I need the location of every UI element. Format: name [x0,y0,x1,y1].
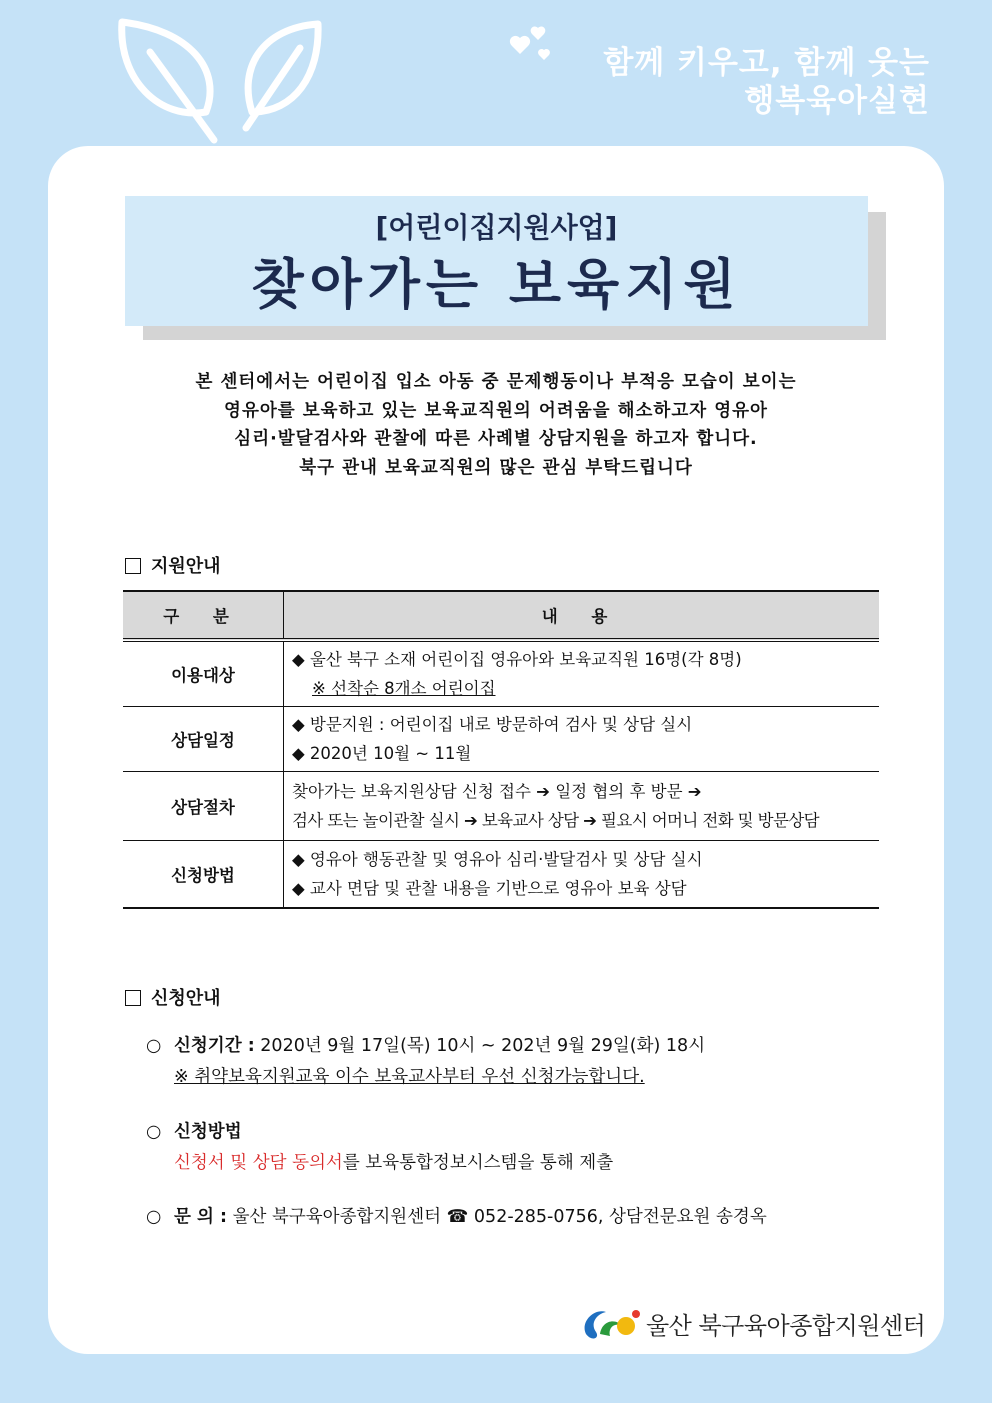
leaf-icon [122,22,214,140]
row-key: 상담절차 [123,772,284,841]
table-row [123,772,879,841]
contact-info [146,1202,767,1233]
center-logo [582,1304,644,1344]
table-row [123,640,879,707]
apply-period-value: 2020년 9월 17일(목) 10시 ~ 202년 9월 29일(화) 18시 [260,1036,706,1056]
intro-line: 본 센터에서는 어린이집 입소 아동 중 문제행동이나 부적응 모습이 보이는 [195,372,797,392]
section-title: 신청안내 [151,988,221,1009]
row-content [284,772,880,841]
checkbox-square-icon [125,990,141,1006]
table-row [123,841,879,909]
slogan-line1: 함께 키우고, 함께 웃는 [603,45,930,81]
apply-period-note: ※ 취약보육지원교육 이수 보육교사부터 우선 신청가능합니다. [174,1067,645,1087]
apply-method-text: 를 보육통합정보시스템을 통해 제출 [342,1153,614,1173]
circle-bullet-icon: ○ [146,1122,162,1142]
section-support-info [125,552,221,578]
row-content [284,640,880,707]
circle-bullet-icon: ○ [146,1036,162,1056]
apply-method-docs: 신청서 및 상담 동의서 [174,1153,343,1173]
row-key: 이용대상 [123,640,284,707]
checkbox-square-icon [125,558,141,574]
apply-period [146,1031,705,1093]
row-line: ◆ 2020년 10월 ~ 11월 [292,744,472,763]
row-key: 상담일정 [123,707,284,772]
row-key: 신청방법 [123,841,284,909]
hearts-icon [510,27,550,60]
section-apply-info [125,984,221,1010]
page-title: 찾아가는 보육지원 [251,253,742,316]
intro-line: 영유아를 보육하고 있는 보육교직원의 어려움을 해소하고자 영유아 [224,400,768,421]
intro-text [100,368,892,482]
title-sub: [어린이집지원사업] [375,211,618,244]
row-note: ※ 선착순 8개소 어린이집 [312,679,496,698]
row-line: ◆ 교사 면담 및 관찰 내용을 기반으로 영유아 보육 상담 [292,879,687,898]
table-header: 구 분 [123,591,284,640]
apply-method [146,1117,613,1179]
table-header: 내 용 [284,591,880,640]
apply-method-label: 신청방법 [174,1122,242,1142]
slogan-line2: 행복육아실현 [744,83,930,119]
table-header-row [123,591,879,640]
intro-line: 심리·발달검사와 관찰에 따른 사례별 상담지원을 하고자 합니다. [234,429,758,449]
contact-value: 울산 북구육아종합지원센터 ☎ 052-285-0756, 상담전문요원 송경옥 [232,1207,767,1227]
section-title: 지원안내 [151,556,221,577]
row-line: ◆ 방문지원 : 어린이집 내로 방문하여 검사 및 상담 실시 [292,715,693,734]
support-table [123,590,879,909]
circle-bullet-icon: ○ [146,1207,162,1227]
table-row [123,707,879,772]
footer-org-name: 울산 북구육아종합지원센터 [646,1312,926,1340]
title-box [125,196,868,326]
row-line: 검사 또는 놀이관찰 실시 ➔ 보육교사 상담 ➔ 필요시 어머니 전화 및 방문상담 [292,811,820,830]
leaf-icon [246,24,318,128]
apply-period-label: 신청기간 : [174,1036,255,1056]
row-content [284,841,880,909]
contact-label: 문 의 : [174,1207,227,1227]
row-content [284,707,880,772]
slogan [603,44,930,120]
intro-line: 북구 관내 보육교직원의 많은 관심 부탁드립니다 [299,457,693,478]
row-line: 찾아가는 보육지원상담 신청 접수 ➔ 일정 협의 후 방문 ➔ [292,782,702,801]
row-line: ◆ 울산 북구 소재 어린이집 영유아와 보육교직원 16명(각 8명) [292,650,742,669]
row-line: ◆ 영유아 행동관찰 및 영유아 심리·발달검사 및 상담 실시 [292,850,703,869]
